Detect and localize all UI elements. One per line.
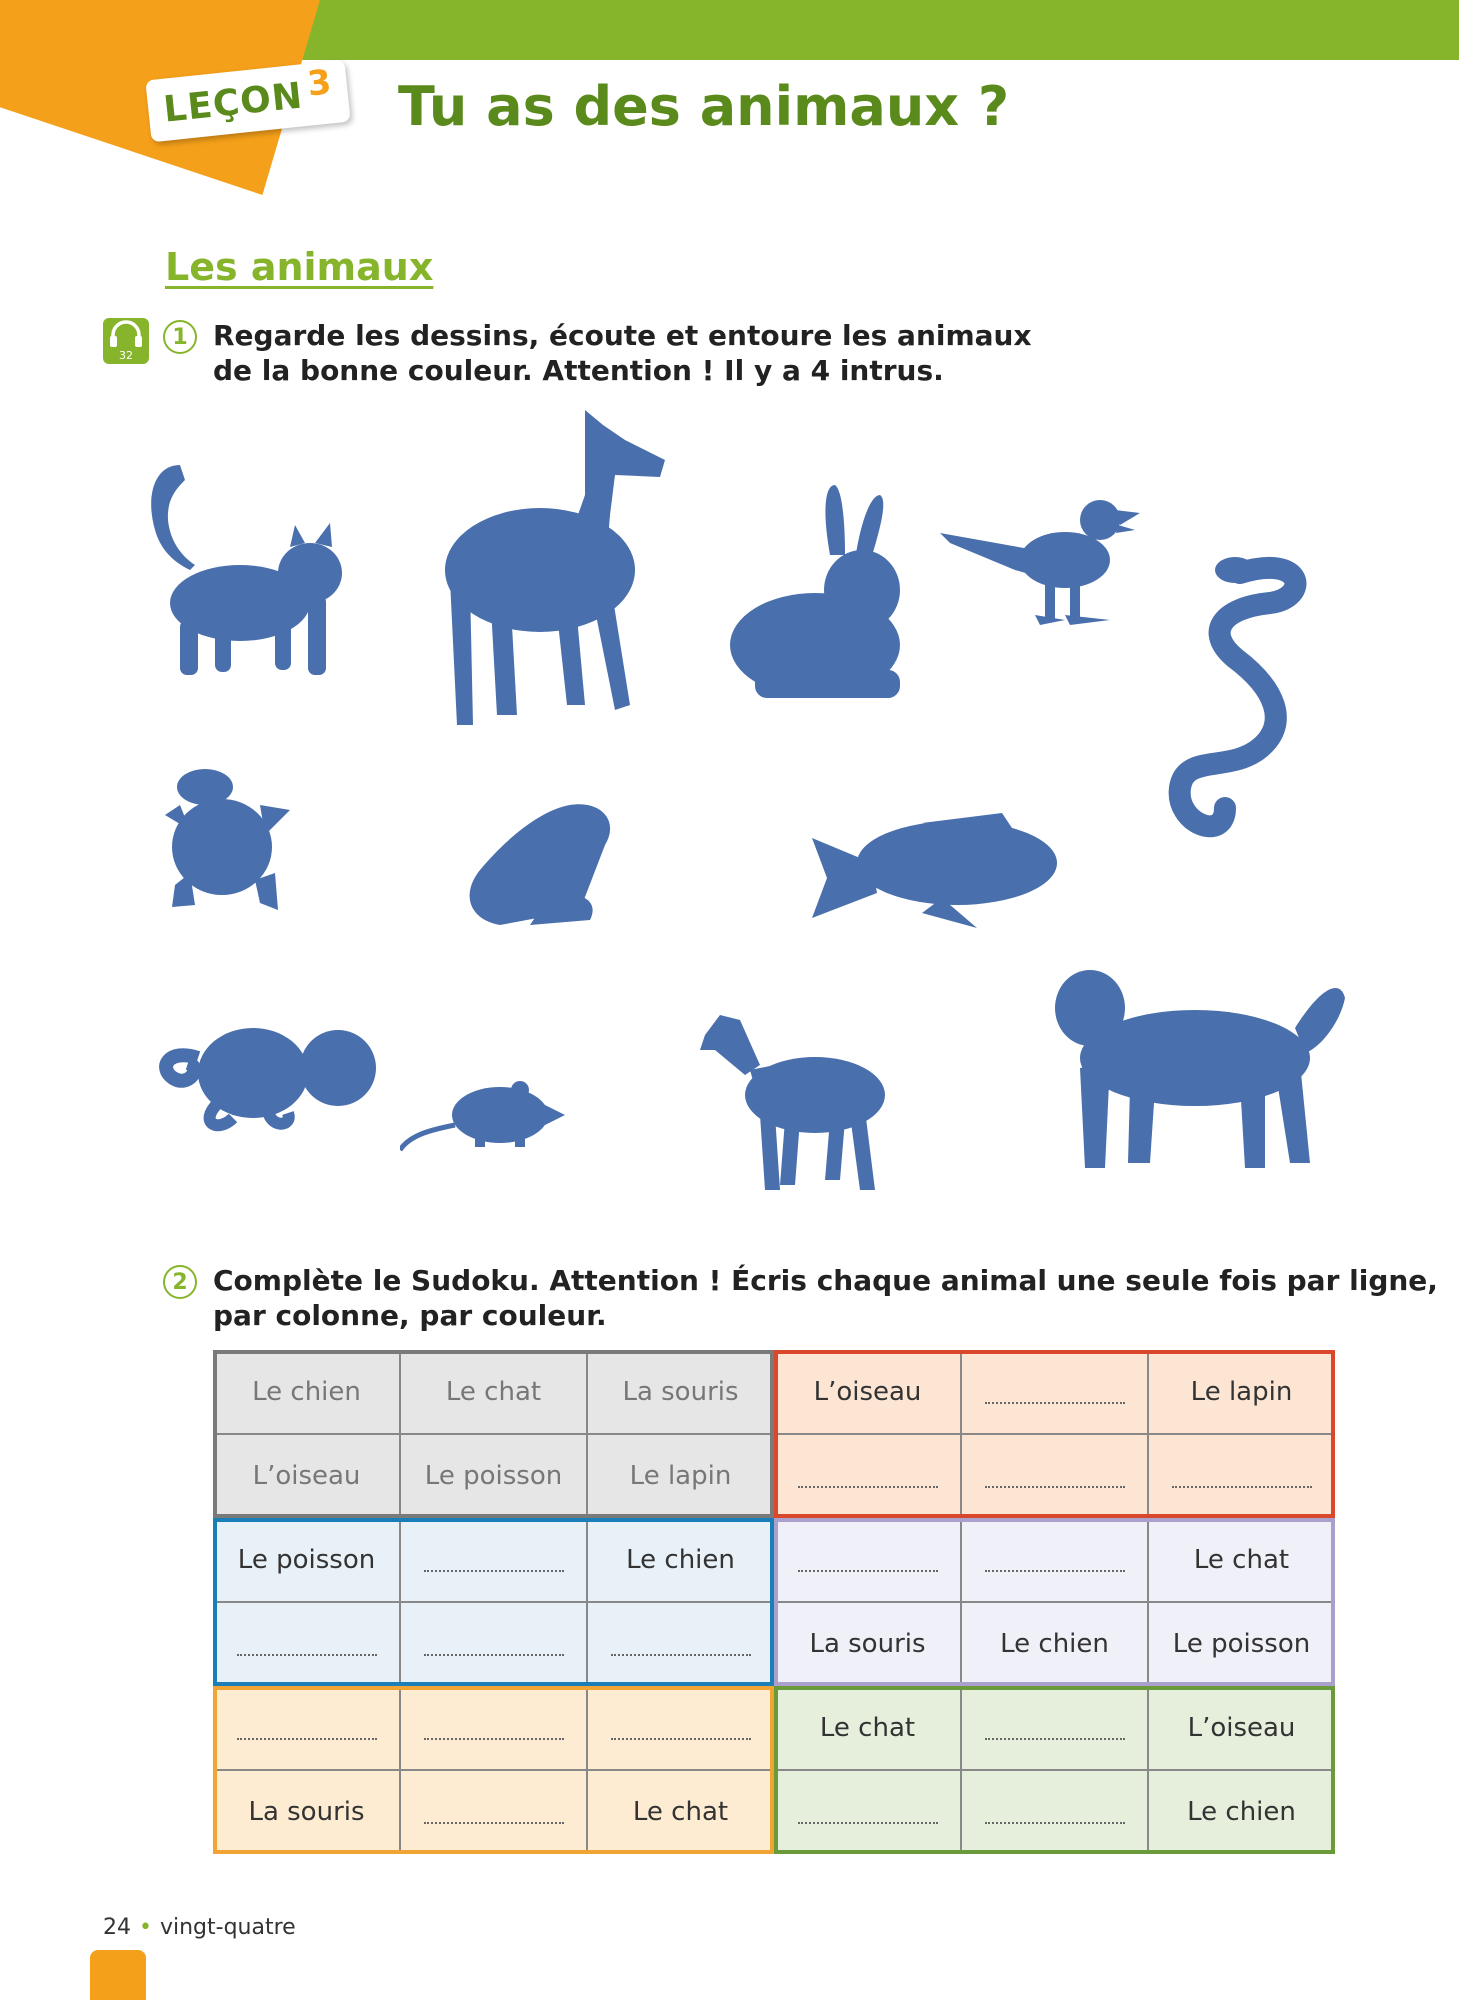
section-title: Les animaux (165, 245, 434, 289)
page-number-words: vingt-quatre (159, 1915, 296, 1940)
sudoku-cell-r2-c2 (400, 1434, 587, 1518)
sudoku-cell-r4-c2[interactable] (400, 1602, 587, 1686)
sudoku-cell-r3-c5[interactable] (961, 1518, 1148, 1602)
sudoku-cell-r2-c6[interactable] (1148, 1434, 1335, 1518)
fish-silhouette-icon[interactable] (812, 808, 1057, 933)
sudoku-cell-text: Le chat (819, 1713, 916, 1743)
sudoku-cell-r3-c2[interactable] (400, 1518, 587, 1602)
sudoku-cell-text: La souris (809, 1629, 926, 1659)
frog-silhouette-icon[interactable] (460, 800, 615, 930)
sudoku-cell-r6-c3 (587, 1770, 774, 1854)
sudoku-cell-r5-c1[interactable] (213, 1686, 400, 1770)
sudoku-cell-r4-c5 (961, 1602, 1148, 1686)
sudoku-cell-r6-c6 (1148, 1770, 1335, 1854)
exercise-1-instruction-line1: Regarde les dessins, écoute et entoure les animaux (213, 319, 1032, 352)
sudoku-blank-line[interactable] (611, 1726, 751, 1740)
sudoku-cell-r6-c5[interactable] (961, 1770, 1148, 1854)
snake-silhouette-icon[interactable] (1165, 548, 1315, 843)
sudoku-cell-r6-c2[interactable] (400, 1770, 587, 1854)
sudoku-cell-text: L’oiseau (813, 1377, 922, 1407)
sudoku-cell-r6-c1 (213, 1770, 400, 1854)
sudoku-cell-r4-c4 (774, 1602, 961, 1686)
footer-bullet: • (139, 1915, 152, 1940)
page-footer (103, 1915, 296, 1940)
sudoku-cell-text: La souris (622, 1377, 739, 1407)
sudoku-cell-r4-c3[interactable] (587, 1602, 774, 1686)
sudoku-cell-text: Le chien (1187, 1797, 1296, 1827)
sudoku-blank-line[interactable] (1172, 1474, 1312, 1488)
sudoku-cell-r2-c5[interactable] (961, 1434, 1148, 1518)
sudoku-blank-line[interactable] (424, 1642, 564, 1656)
turtle-silhouette-icon[interactable] (160, 765, 295, 915)
sudoku-blank-line[interactable] (985, 1810, 1125, 1824)
sudoku-blank-line[interactable] (424, 1558, 564, 1572)
sudoku-blank-line[interactable] (985, 1726, 1125, 1740)
horse-silhouette-icon[interactable] (700, 1010, 885, 1195)
exercise-2-instruction-line2: par colonne, par couleur. (213, 1299, 607, 1332)
bird-silhouette-icon[interactable] (940, 495, 1140, 645)
sudoku-cell-text: Le poisson (424, 1461, 563, 1491)
sudoku-cell-r1-c6 (1148, 1350, 1335, 1434)
exercise-2-number: 2 (163, 1265, 197, 1299)
sudoku-blank-line[interactable] (424, 1810, 564, 1824)
sudoku-cell-text: Le chien (626, 1545, 735, 1575)
sudoku-cell-r5-c4 (774, 1686, 961, 1770)
sudoku-cell-r5-c6 (1148, 1686, 1335, 1770)
dog-silhouette-icon[interactable] (1050, 968, 1345, 1173)
sudoku-cell-text: Le chat (1193, 1545, 1290, 1575)
sudoku-cell-text: Le poisson (1172, 1629, 1311, 1659)
lesson-word: LEÇON (161, 74, 305, 131)
exercise-1-number: 1 (163, 320, 197, 354)
sudoku-cell-text: Le chat (632, 1797, 729, 1827)
sudoku-cell-text: Le chat (445, 1377, 542, 1407)
sudoku-cell-r1-c5[interactable] (961, 1350, 1148, 1434)
mouse-silhouette-icon[interactable] (400, 1080, 565, 1160)
sudoku-cell-text: Le lapin (1190, 1377, 1293, 1407)
cat-silhouette-icon[interactable] (140, 455, 355, 685)
sudoku-cell-r1-c4 (774, 1350, 961, 1434)
sudoku-cell-r5-c3[interactable] (587, 1686, 774, 1770)
sudoku-blank-line[interactable] (237, 1726, 377, 1740)
sudoku-blank-line[interactable] (985, 1390, 1125, 1404)
sudoku-grid (213, 1350, 1335, 1856)
sudoku-blank-line[interactable] (611, 1642, 751, 1656)
rabbit-silhouette-icon[interactable] (730, 480, 910, 700)
sudoku-cell-r5-c2[interactable] (400, 1686, 587, 1770)
sudoku-cell-r5-c5[interactable] (961, 1686, 1148, 1770)
exercise-2-instruction-line1: Complète le Sudoku. Attention ! Écris chaque animal une seule fois par ligne, (213, 1264, 1438, 1297)
sudoku-cell-r3-c4[interactable] (774, 1518, 961, 1602)
sudoku-cell-r2-c1 (213, 1434, 400, 1518)
sudoku-blank-line[interactable] (798, 1474, 938, 1488)
sudoku-cell-text: Le poisson (237, 1545, 376, 1575)
sudoku-blank-line[interactable] (798, 1810, 938, 1824)
sudoku-cell-text: Le chien (1000, 1629, 1109, 1659)
sudoku-cell-r2-c4[interactable] (774, 1434, 961, 1518)
audio-track-number: 32 (119, 349, 133, 362)
sudoku-blank-line[interactable] (237, 1642, 377, 1656)
exercise-1-instruction-line2: de la bonne couleur. Attention ! Il y a 4 intrus. (213, 354, 944, 387)
sudoku-blank-line[interactable] (985, 1558, 1125, 1572)
sudoku-cell-text: Le chien (252, 1377, 361, 1407)
lesson-number: 3 (305, 62, 334, 105)
headphones-icon (103, 318, 149, 352)
page-number: 24 (103, 1915, 131, 1940)
sudoku-cell-r3-c6 (1148, 1518, 1335, 1602)
sudoku-cell-r1-c3 (587, 1350, 774, 1434)
sudoku-cell-text: La souris (248, 1797, 365, 1827)
sudoku-cell-r4-c6 (1148, 1602, 1335, 1686)
sudoku-cell-r6-c4[interactable] (774, 1770, 961, 1854)
sudoku-blank-line[interactable] (424, 1726, 564, 1740)
sudoku-cell-r1-c1 (213, 1350, 400, 1434)
sudoku-blank-line[interactable] (985, 1474, 1125, 1488)
sudoku-blank-line[interactable] (798, 1558, 938, 1572)
corner-tab (90, 1950, 146, 2000)
llama-silhouette-icon[interactable] (435, 405, 675, 735)
sudoku-cell-r3-c3 (587, 1518, 774, 1602)
sudoku-cell-r4-c1[interactable] (213, 1602, 400, 1686)
sudoku-cell-r3-c1 (213, 1518, 400, 1602)
sudoku-cell-text: L’oiseau (1187, 1713, 1296, 1743)
octopus-silhouette-icon[interactable] (158, 1018, 378, 1133)
audio-headphones-icon[interactable] (103, 318, 149, 364)
sudoku-cell-text: Le lapin (629, 1461, 732, 1491)
page-title: Tu as des animaux ? (398, 75, 1010, 138)
sudoku-cell-r2-c3 (587, 1434, 774, 1518)
sudoku-cell-text: L’oiseau (252, 1461, 361, 1491)
sudoku-cell-r1-c2 (400, 1350, 587, 1434)
